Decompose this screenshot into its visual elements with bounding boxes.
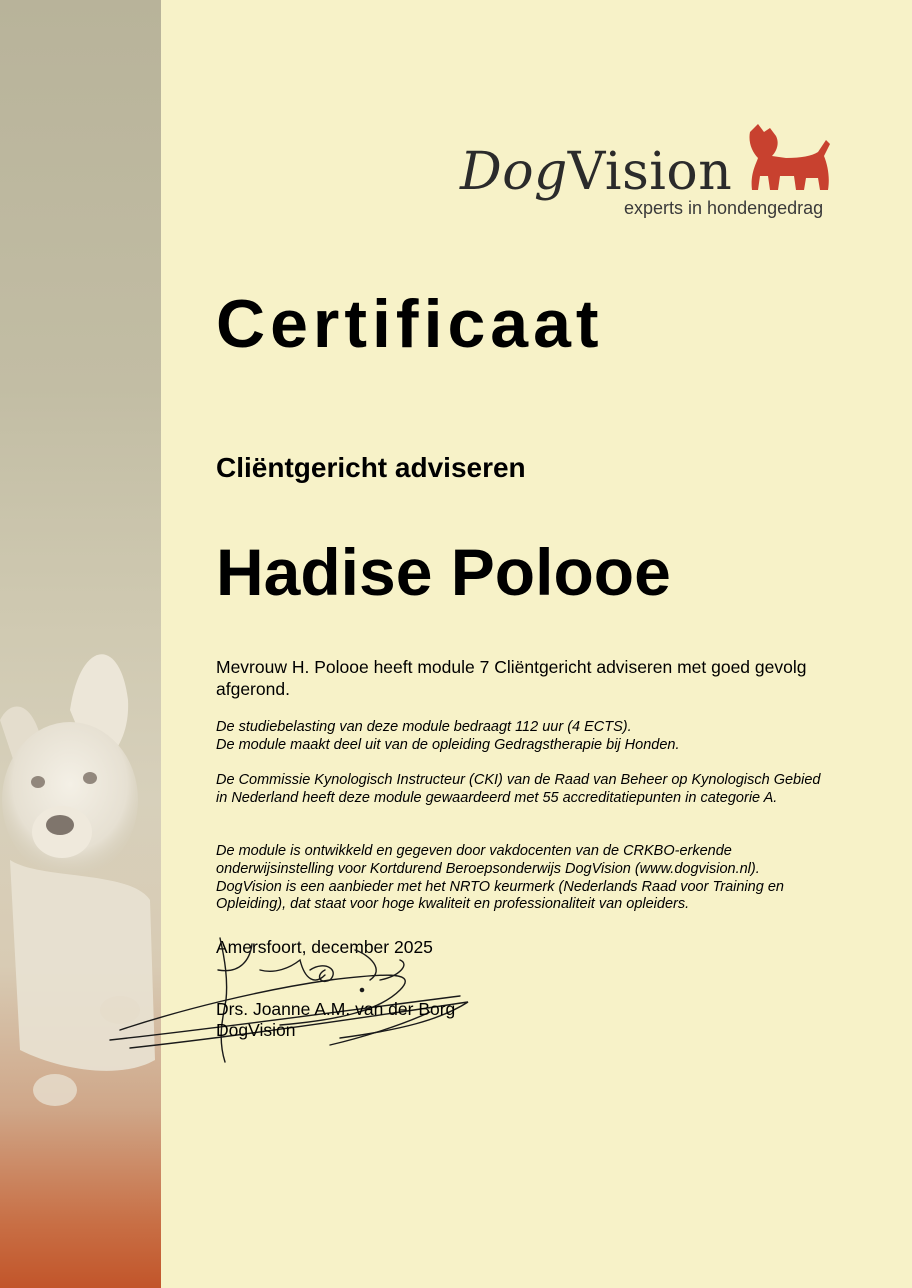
- dogvision-logo: [456, 120, 836, 224]
- recipient-name: Hadise Polooe: [216, 535, 671, 609]
- place-date: Amersfoort, december 2025: [216, 937, 433, 957]
- dog-silhouette-icon: [746, 122, 836, 194]
- module-name: Cliëntgericht adviseren: [216, 452, 526, 483]
- program-line: De module maakt deel uit van de opleiding Gedragstherapie bij Honden.: [216, 736, 680, 753]
- accreditation-paragraph: De Commissie Kynologisch Instructeur (CKI) van de Raad van Beheer op Kynologisch Gebied in Nederland heeft deze module gewaardeerd met 55 accreditatiepunten in categorie A.: [216, 772, 821, 806]
- signer-name: Drs. Joanne A.M. van der Borg: [216, 999, 456, 1019]
- logo-brand-regular: Vision: [567, 142, 733, 202]
- study-load-paragraph: [216, 719, 826, 755]
- completion-statement: Mevrouw H. Polooe heeft module 7 Cliëntgericht adviseren met goed gevolg afgerond.: [216, 657, 807, 699]
- logo-tagline: experts in hondengedrag: [624, 198, 824, 218]
- institution-paragraph: De module is ontwikkeld en gegeven door vakdocenten van de CRKBO-erkende onderwijsinstelling voor Kortdurend Beroepsonderwijs DogVision (www.dogvision.nl). DogVision is een aanbieder met het NRTO keurmerk (Nederlands Raad voor Training en Opleiding), dat staat voor hoge kwaliteit en professionaliteit van opleiders.: [216, 843, 784, 913]
- logo-wordmark: [460, 142, 732, 202]
- side-photo-strip: [0, 0, 161, 1288]
- study-load-line: De studiebelasting van deze module bedraagt 112 uur (4 ECTS).: [216, 719, 632, 735]
- signer-organization: DogVision: [216, 1020, 296, 1040]
- logo-brand-italic: Dog: [460, 142, 568, 202]
- certificate-title: Certificaat: [216, 286, 604, 362]
- puppy-photo: [0, 0, 161, 1288]
- signer-block: [216, 999, 455, 1041]
